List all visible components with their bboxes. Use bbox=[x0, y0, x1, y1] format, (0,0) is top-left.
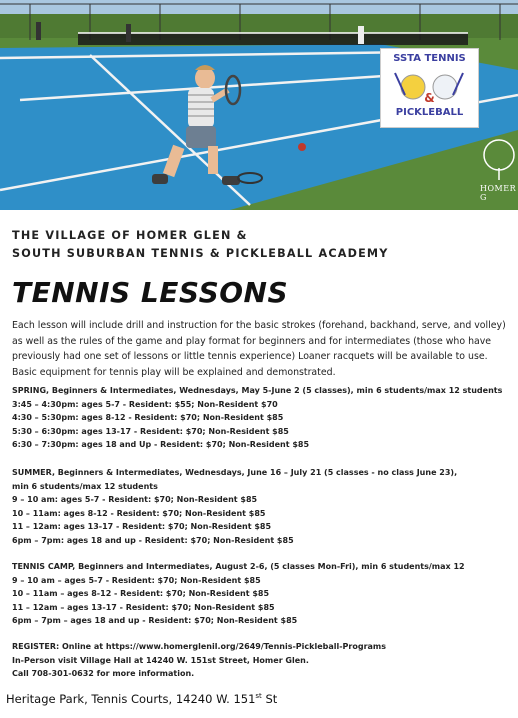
schedule-line: 5:30 – 6:30pm: ages 13-17 - Resident: $70; Non-Resident $85 bbox=[12, 426, 289, 436]
summer-header: SUMMER, Beginners & Intermediates, Wednesdays, June 16 – July 21 (5 classes - no class June 23), bbox=[12, 468, 458, 477]
schedule-line: 11 – 12am: ages 13-17 - Resident: $70; Non-Resident $85 bbox=[12, 522, 272, 532]
schedule-line: 9 – 10 am – ages 5-7 - Resident: $70; Non-Resident $85 bbox=[12, 575, 261, 585]
summer-header-cont: min 6 students/max 12 students bbox=[12, 481, 158, 491]
schedule-line: 10 – 11am – ages 8-12 - Resident: $70; Non-Resident $85 bbox=[12, 589, 270, 599]
summer-section bbox=[12, 466, 517, 548]
register-call: Call 708-301-0632 for more information. bbox=[12, 669, 195, 679]
schedule-line: 3:45 – 4:30pm: ages 5-7 - Resident: $55; Non-Resident $70 bbox=[12, 399, 278, 409]
organization-heading bbox=[12, 227, 389, 263]
spring-section bbox=[12, 384, 517, 452]
logo-line-pickleball: PICKLEBALL bbox=[395, 107, 464, 118]
camp-section bbox=[12, 560, 517, 628]
register-section bbox=[12, 640, 517, 681]
logo-line-tennis: SSTA TENNIS bbox=[393, 53, 466, 64]
schedule-line: 6pm – 7pm – ages 18 and up - Resident: $70; Non-Resident $85 bbox=[12, 616, 298, 626]
schedule-line: 9 – 10 am: ages 5-7 - Resident: $70; Non-Resident $85 bbox=[12, 495, 258, 505]
ssta-logo bbox=[380, 48, 479, 128]
camp-header: TENNIS CAMP, Beginners and Intermediates, August 2-6, (5 classes Mon-Fri), min 6 students/max 12 bbox=[12, 562, 465, 571]
register-in-person: In-Person visit Village Hall at 14240 W. 151st Street, Homer Glen. bbox=[12, 655, 309, 665]
spring-header: SPRING, Beginners & Intermediates, Wednesdays, May 5-June 2 (5 classes), min 6 students/max 12 students bbox=[12, 386, 503, 395]
schedule-line: 10 – 11am: ages 8-12 - Resident: $70; Non-Resident $85 bbox=[12, 508, 266, 518]
schedule-line: 6pm – 7pm: ages 18 and up - Resident: $70; Non-Resident $85 bbox=[12, 535, 294, 545]
page-title: TENNIS LESSONS bbox=[12, 276, 289, 309]
logo-ampersand: & bbox=[424, 91, 435, 105]
footer-ordinal: st bbox=[255, 692, 262, 701]
footer-address: Heritage Park, Tennis Courts, 14240 W. 151 bbox=[6, 692, 256, 706]
org-line-1: THE VILLAGE OF HOMER GLEN & bbox=[12, 229, 248, 242]
footer-tail: St bbox=[261, 692, 278, 706]
schedule-line: 4:30 – 5:30pm: ages 8-12 - Resident: $70; Non-Resident $85 bbox=[12, 413, 284, 423]
homer-glen-mark: HOMER G bbox=[480, 184, 517, 202]
intro-paragraph: Each lesson will include drill and instruction for the basic strokes (forehand, backhand, serve, and volley) as well as the rules of the game and play format for beginners and for intermediates (those who have previously had one set of lessons or little tennis experience) Loaner racquets will be available to use. Basic equipment for tennis play will be explained and demonstrated. bbox=[12, 320, 506, 378]
org-line-2: SOUTH SUBURBAN TENNIS & PICKLEBALL ACADEMY bbox=[12, 247, 389, 260]
location-footer bbox=[6, 692, 277, 706]
header-photo bbox=[0, 0, 518, 210]
schedule-line: 6:30 – 7:30pm: ages 18 and Up - Resident: $70; Non-Resident $85 bbox=[12, 440, 310, 450]
register-online[interactable]: REGISTER: Online at https://www.homerglenil.org/2649/Tennis-Pickleball-Programs bbox=[12, 642, 387, 651]
schedule-line: 11 – 12am – ages 13-17 - Resident: $70; Non-Resident $85 bbox=[12, 602, 275, 612]
